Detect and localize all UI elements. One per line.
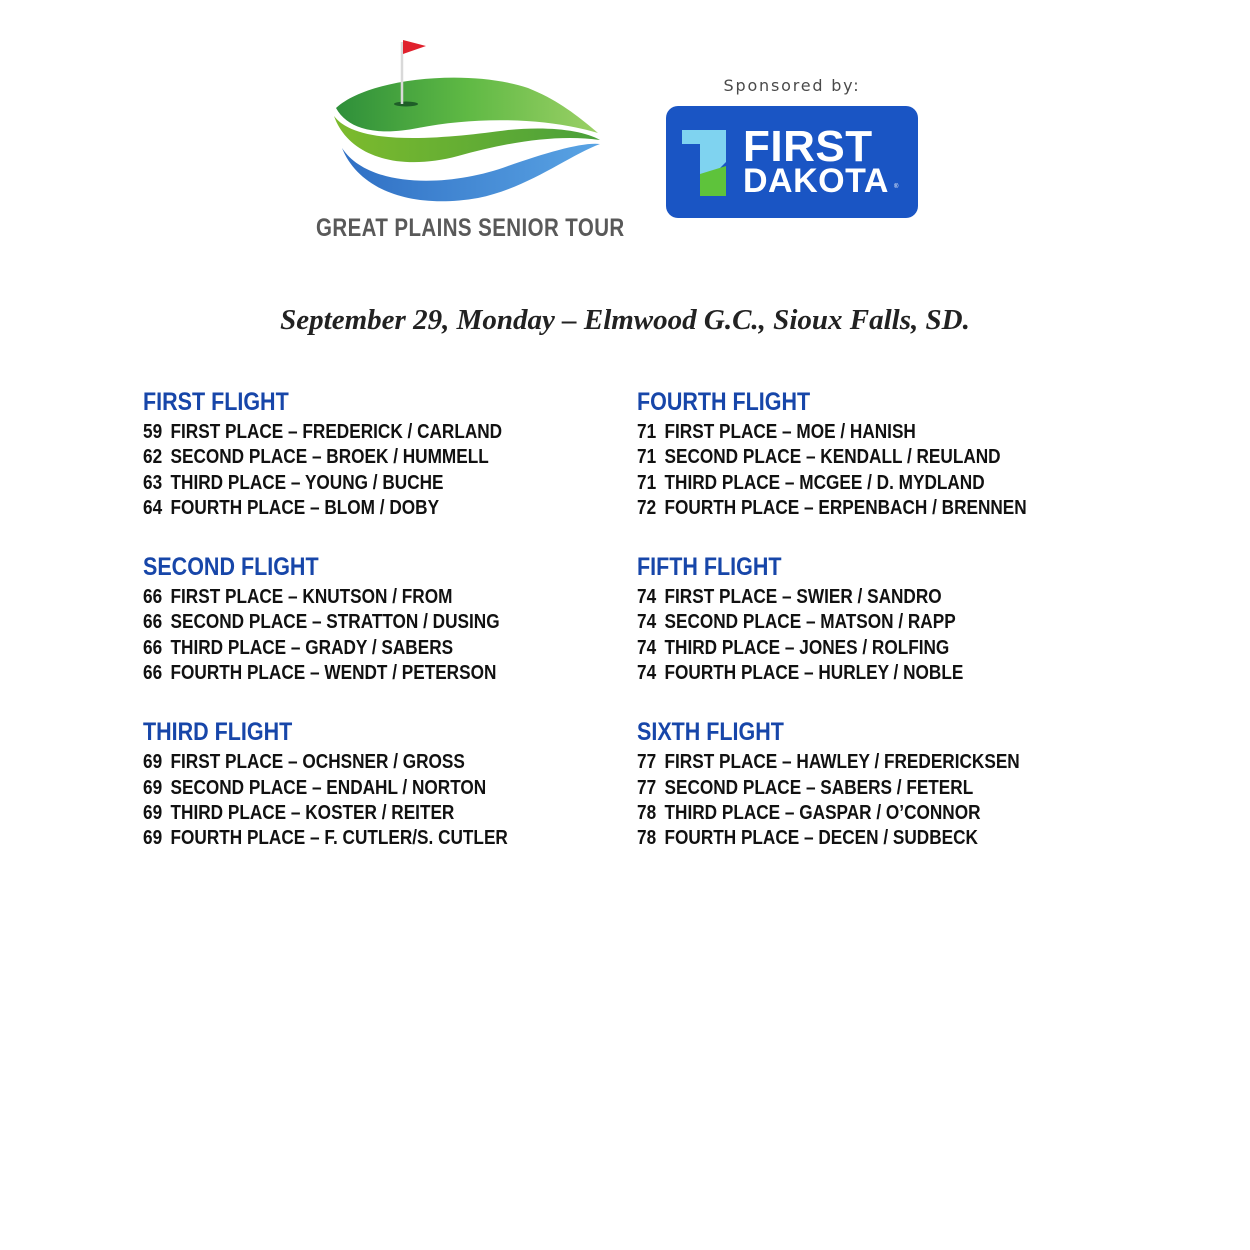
trademark-mark: ® xyxy=(894,184,899,190)
flight-section xyxy=(143,384,567,521)
result-row xyxy=(637,471,1027,496)
flight-title: SECOND FLIGHT xyxy=(143,553,319,582)
placing-text: FOURTH PLACE – F. CUTLER/S. CUTLER xyxy=(170,827,508,850)
team-score: 64 xyxy=(143,496,163,519)
team-score: 66 xyxy=(143,662,163,685)
flight-section xyxy=(637,714,1090,851)
placing-text: FIRST PLACE – KNUTSON / FROM xyxy=(170,586,453,609)
placing-text: FIRST PLACE – MOE / HANISH xyxy=(664,421,916,443)
flight-title: FIRST FLIGHT xyxy=(143,388,289,416)
team-score: 66 xyxy=(143,611,163,634)
team-score: 69 xyxy=(143,776,163,799)
sponsor-block xyxy=(666,76,918,200)
team-score: 66 xyxy=(143,586,163,609)
result-row xyxy=(143,610,508,635)
flight-title: FIFTH FLIGHT xyxy=(637,553,782,582)
placing-text: THIRD PLACE – GRADY / SABERS xyxy=(170,636,454,659)
placing-text: FOURTH PLACE – WENDT / PETERSON xyxy=(170,662,497,685)
result-row xyxy=(143,471,508,496)
golf-course-wave-icon xyxy=(328,38,618,208)
team-score: 72 xyxy=(637,496,657,519)
placing-text: SECOND PLACE – ENDAHL / NORTON xyxy=(170,776,487,799)
result-row xyxy=(143,826,508,851)
result-row xyxy=(637,801,1027,826)
placing-text: SECOND PLACE – MATSON / RAPP xyxy=(664,611,956,634)
team-score: 77 xyxy=(637,751,657,774)
placing-text: FOURTH PLACE – HURLEY / NOBLE xyxy=(664,662,964,685)
sponsor-name-line2: DAKOTA xyxy=(743,162,889,200)
team-score: 78 xyxy=(637,827,657,850)
team-score: 59 xyxy=(143,421,163,443)
placing-text: FOURTH PLACE – DECEN / SUDBECK xyxy=(664,827,978,850)
team-score: 63 xyxy=(143,471,163,494)
first-dakota-logo xyxy=(666,106,918,218)
result-row xyxy=(143,776,508,801)
placing-text: SECOND PLACE – SABERS / FETERL xyxy=(664,776,974,799)
placing-text: FIRST PLACE – HAWLEY / FREDERICKSEN xyxy=(664,751,1020,774)
flight-section xyxy=(143,714,567,851)
team-score: 74 xyxy=(637,586,657,609)
result-row xyxy=(637,496,1027,521)
result-row xyxy=(143,496,508,521)
result-row xyxy=(637,826,1027,851)
flight-section xyxy=(637,384,1090,521)
team-score: 78 xyxy=(637,801,657,824)
result-row xyxy=(143,801,508,826)
placing-text: THIRD PLACE – MCGEE / D. MYDLAND xyxy=(664,471,985,494)
team-score: 74 xyxy=(637,611,657,634)
event-title: September 29, Monday – Elmwood G.C., Sioux Falls, SD. xyxy=(280,304,970,336)
result-row xyxy=(143,636,508,661)
placing-text: THIRD PLACE – JONES / ROLFING xyxy=(664,636,950,659)
team-score: 66 xyxy=(143,636,163,659)
result-row xyxy=(637,636,1027,661)
team-score: 69 xyxy=(143,801,163,824)
flight-title: THIRD FLIGHT xyxy=(143,718,293,747)
result-row xyxy=(637,420,1027,445)
sponsor-name-line1: FIRST xyxy=(743,122,873,171)
team-score: 71 xyxy=(637,446,657,469)
team-score: 71 xyxy=(637,471,657,494)
placing-text: SECOND PLACE – KENDALL / REULAND xyxy=(664,446,1001,469)
team-score: 74 xyxy=(637,662,657,685)
flight-section xyxy=(143,549,567,686)
tour-name-text: GREAT PLAINS SENIOR TOUR xyxy=(316,214,625,242)
placing-text: FIRST PLACE – OCHSNER / GROSS xyxy=(170,751,465,774)
result-row xyxy=(143,661,508,686)
placing-text: FIRST PLACE – FREDERICK / CARLAND xyxy=(170,421,503,443)
result-row xyxy=(143,420,508,445)
flight-title: FOURTH FLIGHT xyxy=(637,388,811,416)
flight-title: SIXTH FLIGHT xyxy=(637,718,784,747)
placing-text: SECOND PLACE – STRATTON / DUSING xyxy=(170,611,500,634)
placing-text: SECOND PLACE – BROEK / HUMMELL xyxy=(170,446,489,469)
placing-text: THIRD PLACE – KOSTER / REITER xyxy=(170,801,455,824)
result-row xyxy=(637,445,1027,470)
placing-text: FOURTH PLACE – ERPENBACH / BRENNEN xyxy=(664,496,1027,519)
great-plains-senior-tour-logo xyxy=(316,38,625,248)
result-row xyxy=(637,661,1027,686)
first-dakota-emblem-icon xyxy=(682,128,732,200)
team-score: 71 xyxy=(637,421,657,443)
result-row xyxy=(143,750,508,775)
placing-text: FIRST PLACE – SWIER / SANDRO xyxy=(664,586,942,609)
results-column-right xyxy=(637,384,1090,880)
result-row xyxy=(637,776,1027,801)
placing-text: THIRD PLACE – YOUNG / BUCHE xyxy=(170,471,444,494)
team-score: 74 xyxy=(637,636,657,659)
team-score: 62 xyxy=(143,446,163,469)
team-score: 69 xyxy=(143,827,163,850)
placing-text: THIRD PLACE – GASPAR / O’CONNOR xyxy=(664,801,981,824)
placing-text: FOURTH PLACE – BLOM / DOBY xyxy=(170,496,440,519)
sponsored-by-label: Sponsored by: xyxy=(723,76,861,95)
team-score: 77 xyxy=(637,776,657,799)
results-column-left xyxy=(143,384,567,880)
result-row xyxy=(637,610,1027,635)
team-score: 69 xyxy=(143,751,163,774)
result-row xyxy=(143,445,508,470)
result-row xyxy=(143,585,508,610)
result-row xyxy=(637,750,1027,775)
result-row xyxy=(637,585,1027,610)
flight-section xyxy=(637,549,1090,686)
